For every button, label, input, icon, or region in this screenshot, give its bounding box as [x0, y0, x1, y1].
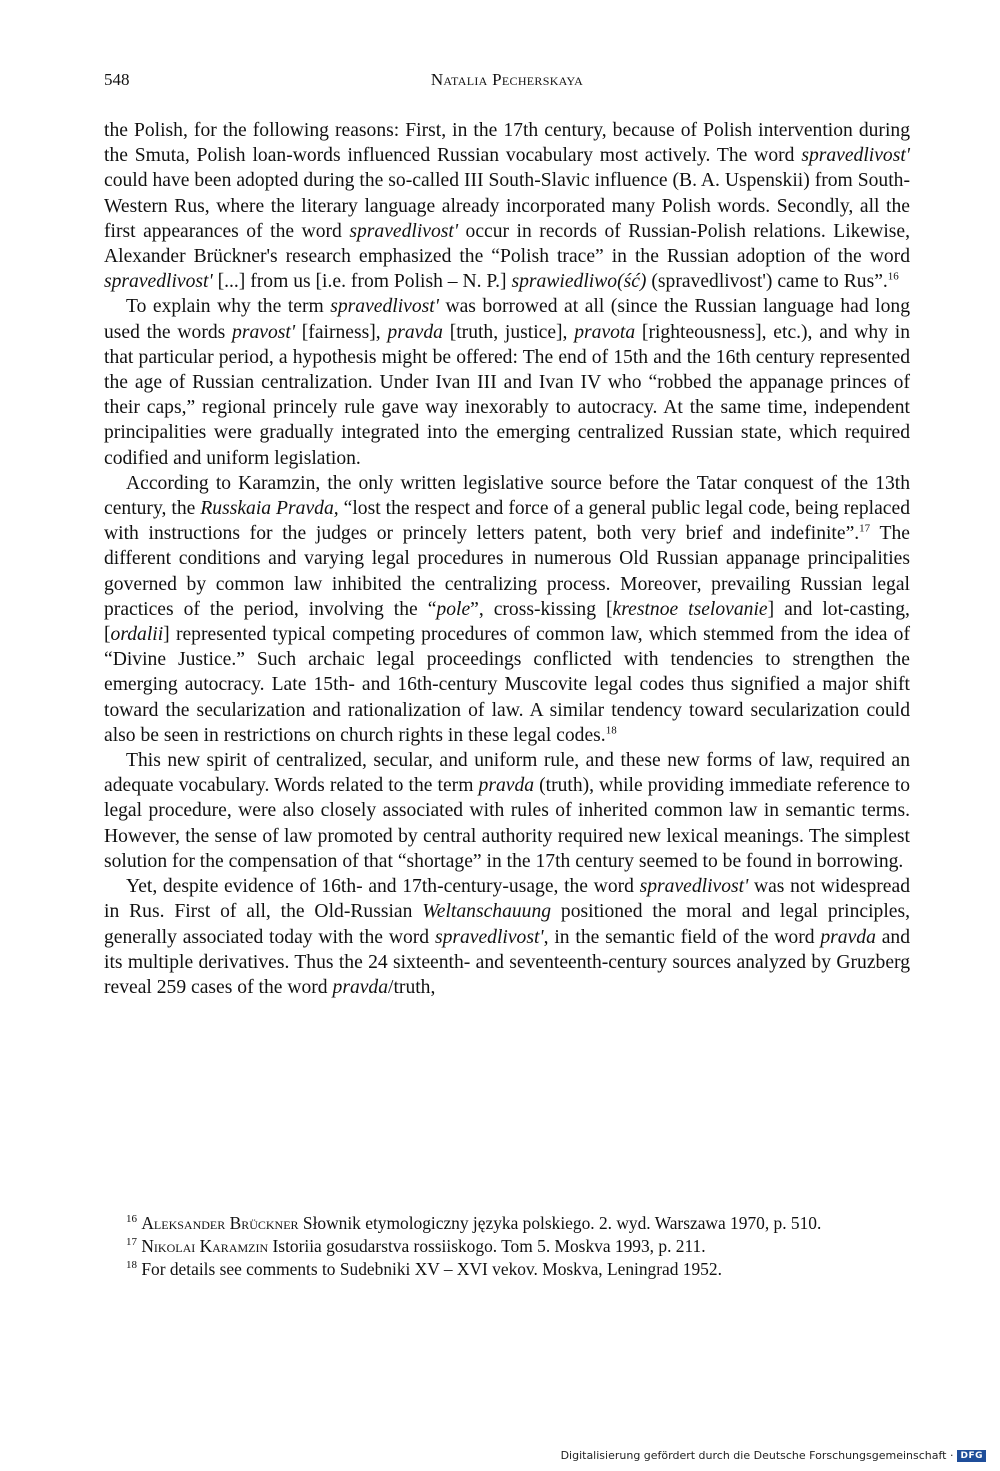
- italic-term: pravda: [478, 775, 535, 797]
- text-run: [fairness],: [295, 321, 388, 343]
- italic-term: ordalii: [110, 624, 164, 646]
- footnote-number: 18: [126, 1259, 137, 1272]
- text-run: “lost the respect and force of a general public legal code, being replaced with instructions for the judges or princely letters patent, both very brief and indefinite”.: [104, 498, 910, 545]
- footnote-ref-16[interactable]: 16: [887, 270, 899, 283]
- italic-term: spravedlivost': [639, 876, 749, 898]
- footnote-author: Nikolai Karamzin: [141, 1236, 269, 1256]
- dfg-credit: [561, 1449, 986, 1462]
- text-run: was not widespread in Rus. First of all, the Old-Russian: [104, 876, 910, 923]
- italic-term: pravota: [574, 321, 636, 343]
- text-run: could have been adopted during the so-called III South-Slavic influence (B. A. Uspenskii) from South-Western Rus, where the literary language already incorporated many Polish words. Secondly, all the first appearances of the word: [104, 170, 910, 242]
- footnote-text: Słownik etymologiczny języka polskiego. 2. wyd. Warszawa 1970, p. 510.: [298, 1213, 822, 1233]
- text-run: ] and lot-casting, [: [104, 598, 910, 646]
- paragraph-5: [104, 874, 910, 1000]
- text-run: Yet, despite evidence of 16th- and 17th-century-usage, the word: [126, 876, 640, 898]
- footnote-17: [104, 1235, 910, 1258]
- text-run: (truth), while providing immediate reference to legal procedure, were also closely associated with rules of inherited common law in semantic terms. However, the sense of law promoted by central authority required new lexical meanings. The simplest solution for the compensation of that “shortage” in the 17th century seemed to be found in borrowing.: [104, 775, 910, 872]
- text-run: was borrowed at all (since the Russian language had long used the words: [104, 296, 910, 343]
- italic-term: pravda: [332, 976, 389, 998]
- italic-term: Russkaia Pravda,: [200, 498, 339, 520]
- italic-term: spravedlivost': [104, 271, 213, 293]
- page-number: 548: [104, 70, 130, 89]
- italic-term: spravedlivost': [801, 145, 910, 167]
- italic-term: pravda: [387, 321, 443, 343]
- text-run: To explain why the term: [126, 296, 331, 318]
- text-run: (spravedlivost') came to Rus”.: [646, 271, 888, 293]
- text-run: and its multiple derivatives. Thus the 24 sixteenth- and seventeenth-century sources analyzed by Gruzberg reveal 259 cases of the word: [104, 926, 911, 998]
- text-run: occur in records of Russian-Polish relations. Likewise, Alexander Brückner's research emphasized the “Polish trace” in the Russian adoption of the word: [104, 220, 910, 268]
- footnote-16: [104, 1212, 910, 1235]
- italic-term: pravda: [820, 926, 876, 948]
- text-run: , in the semantic field of the word: [543, 926, 821, 948]
- italic-term: pole: [436, 598, 471, 620]
- footnote-author: Aleksander Brückner: [141, 1213, 299, 1233]
- dfg-logo-icon: DFG: [957, 1450, 986, 1462]
- text-run: the Polish, for the following reasons: First, in the 17th century, because of Polish intervention during the Smuta, Polish loan-words influenced Russian vocabulary most actively. The word: [104, 120, 910, 167]
- italic-term: krestnoe tselovanie: [612, 598, 768, 620]
- page-header: [104, 70, 910, 94]
- running-head: Natalia Pecherskaya: [430, 70, 584, 89]
- footnote-18: [104, 1258, 910, 1281]
- footnote-ref-17[interactable]: 17: [859, 522, 871, 535]
- footnote-ref-18[interactable]: 18: [605, 724, 617, 737]
- text-run: ”, cross-kissing [: [470, 598, 613, 620]
- text-run: [truth, justice],: [442, 321, 575, 343]
- italic-term: pravost': [232, 321, 296, 343]
- body-text: [104, 118, 910, 1000]
- italic-term: spravedlivost': [349, 220, 459, 242]
- paragraph-1: [104, 118, 910, 294]
- text-run: [...] from us [i.e. from Polish – N. P.]: [212, 271, 512, 293]
- text-run: [righteousness], etc.), and why in that particular period, a hypothesis might be offered: The end of 15th and the 16th century represented the age of Russian centralization. Under Ivan III and Ivan IV who “robbed the appanage princes of their caps,” regional princely rule gave way inexorably to autocracy. At the same time, independent principalities were gradually integrated into the emerging centralized Russian state, which required codified and uniform legislation.: [104, 321, 911, 469]
- italic-term: Weltanschauung: [422, 901, 552, 923]
- footnote-text: For details see comments to Sudebniki XV – XVI vekov. Moskva, Leningrad 1952.: [137, 1259, 722, 1279]
- text-run: The different conditions and varying legal procedures in numerous Old Russian appanage principalities governed by common law inhibited the centralizing process. Moreover, prevailing Russian legal practices of the period, involving the “: [104, 523, 910, 620]
- credit-text: Digitalisierung gefördert durch die Deutsche Forschungsgemeinschaft ·: [560, 1449, 954, 1462]
- footnote-number: 16: [126, 1213, 137, 1226]
- paragraph-2: [104, 294, 910, 470]
- italic-term: sprawiedliwo(ść): [511, 271, 647, 293]
- paragraph-4: [104, 748, 910, 874]
- text-run: This new spirit of centralized, secular, and uniform rule, and these new forms of law, required an adequate vocabulary. Words related to the term: [104, 750, 910, 797]
- footnote-text: Istoriia gosudarstva rossiiskogo. Tom 5. Moskva 1993, p. 211.: [268, 1236, 706, 1256]
- text-run: /truth,: [388, 976, 436, 998]
- text-run: ] represented typical competing procedures of common law, which stemmed from the idea of “Divine Justice.” Such archaic legal proceedings conflicted with tendencies to strengthen the emerging autocracy. Late 15th- and 16th-century Muscovite legal codes thus signified a major shift toward the secularization and rationalization of law. A similar tendency toward secularization could also be seen in restrictions on church rights in these legal codes.: [104, 624, 910, 746]
- footnote-number: 17: [126, 1236, 137, 1249]
- italic-term: spravedlivost': [330, 296, 439, 318]
- italic-term: spravedlivost': [434, 926, 544, 948]
- text-run: According to Karamzin, the only written legislative source before the Tatar conquest of the 13th century, the: [104, 472, 910, 520]
- text-run: positioned the moral and legal principles, generally associated today with the word: [104, 901, 910, 948]
- paragraph-3: [104, 471, 910, 748]
- footnotes: [104, 1212, 910, 1281]
